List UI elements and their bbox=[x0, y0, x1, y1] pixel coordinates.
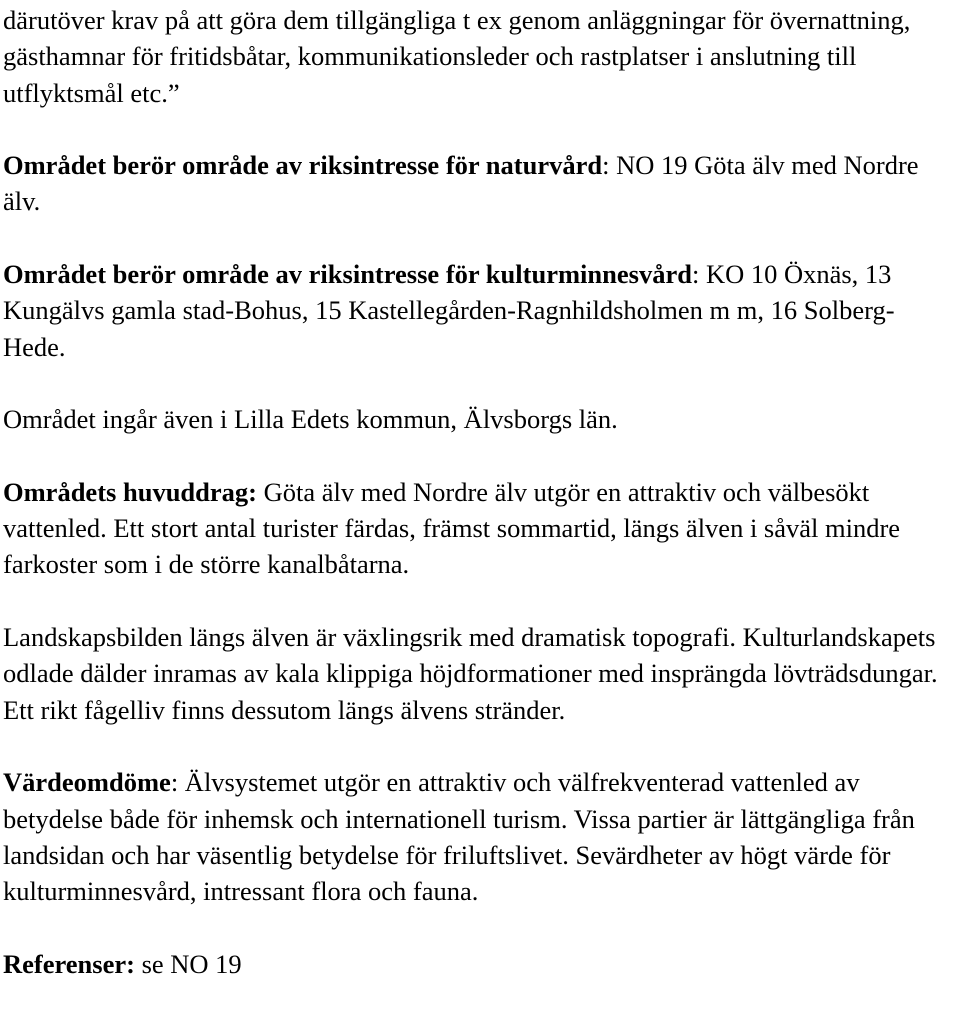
paragraph-cultural-heritage-interest bbox=[3, 256, 953, 365]
paragraph-references bbox=[3, 946, 953, 982]
paragraph-text: därutöver krav på att göra dem tillgängliga t ex genom anläggningar för övernattning, gästhamnar för fritidsbåtar, kommunikationsleder och rastplatser i anslutning till utflyktsmål etc.” bbox=[3, 5, 911, 108]
paragraph-spacer bbox=[3, 728, 953, 764]
paragraph-text: Landskapsbilden längs älven är växlingsrik med dramatisk topografi. Kulturlandskapets odlade dälder inramas av kala klippiga höjdformationer med insprängda lövträdsdungar. Ett rikt fågelliv finns dessutom längs älvens stränder. bbox=[3, 622, 938, 725]
section-label-references: Referenser: bbox=[3, 948, 135, 979]
paragraph-spacer bbox=[3, 365, 953, 401]
paragraph-spacer bbox=[3, 909, 953, 945]
paragraph-text: Området ingår även i Lilla Edets kommun, Älvsborgs län. bbox=[3, 404, 618, 435]
paragraph-text: : Älvsystemet utgör en attraktiv och välfrekventerad vattenled av betydelse både för inhemsk och internationell turism. Vissa partier är lättgängliga från landsidan och har väsentlig betydelse för friluftslivet. Sevärdheter av högt värde för kulturminnesvård, intressant flora och fauna. bbox=[3, 767, 915, 907]
section-label-assessment: Värdeomdöme bbox=[3, 767, 171, 798]
paragraph-nature-conservation-interest bbox=[3, 147, 953, 220]
paragraph-municipality bbox=[3, 401, 953, 437]
paragraph-spacer bbox=[3, 220, 953, 256]
paragraph-text: : NO 19 Göta älv med Nordre älv. bbox=[3, 150, 919, 217]
paragraph-accessibility-requirements bbox=[3, 2, 953, 111]
section-label-cultural-heritage: Området berör område av riksintresse för kulturminnesvård bbox=[3, 259, 692, 290]
paragraph-text: : KO 10 Öxnäs, 13 Kungälvs gamla stad-Bohus, 15 Kastellegården-Ragnhildsholmen m m, 16 Solberg-Hede. bbox=[3, 259, 895, 362]
paragraph-spacer bbox=[3, 111, 953, 147]
document-page bbox=[3, 0, 953, 982]
paragraph-main-features bbox=[3, 474, 953, 583]
paragraph-text: Göta älv med Nordre älv utgör en attraktiv och välbesökt vattenled. Ett stort antal turister färdas, främst sommartid, längs älven i såväl mindre farkoster som i de större kanalbåtarna. bbox=[3, 476, 901, 580]
paragraph-landscape bbox=[3, 619, 953, 728]
section-label-main-features: Områdets huvuddrag: bbox=[3, 476, 257, 507]
section-label-nature-conservation: Området berör område av riksintresse för naturvård bbox=[3, 150, 603, 181]
paragraph-assessment bbox=[3, 764, 953, 909]
paragraph-text: se NO 19 bbox=[134, 948, 242, 979]
paragraph-spacer bbox=[3, 438, 953, 474]
paragraph-spacer bbox=[3, 583, 953, 619]
